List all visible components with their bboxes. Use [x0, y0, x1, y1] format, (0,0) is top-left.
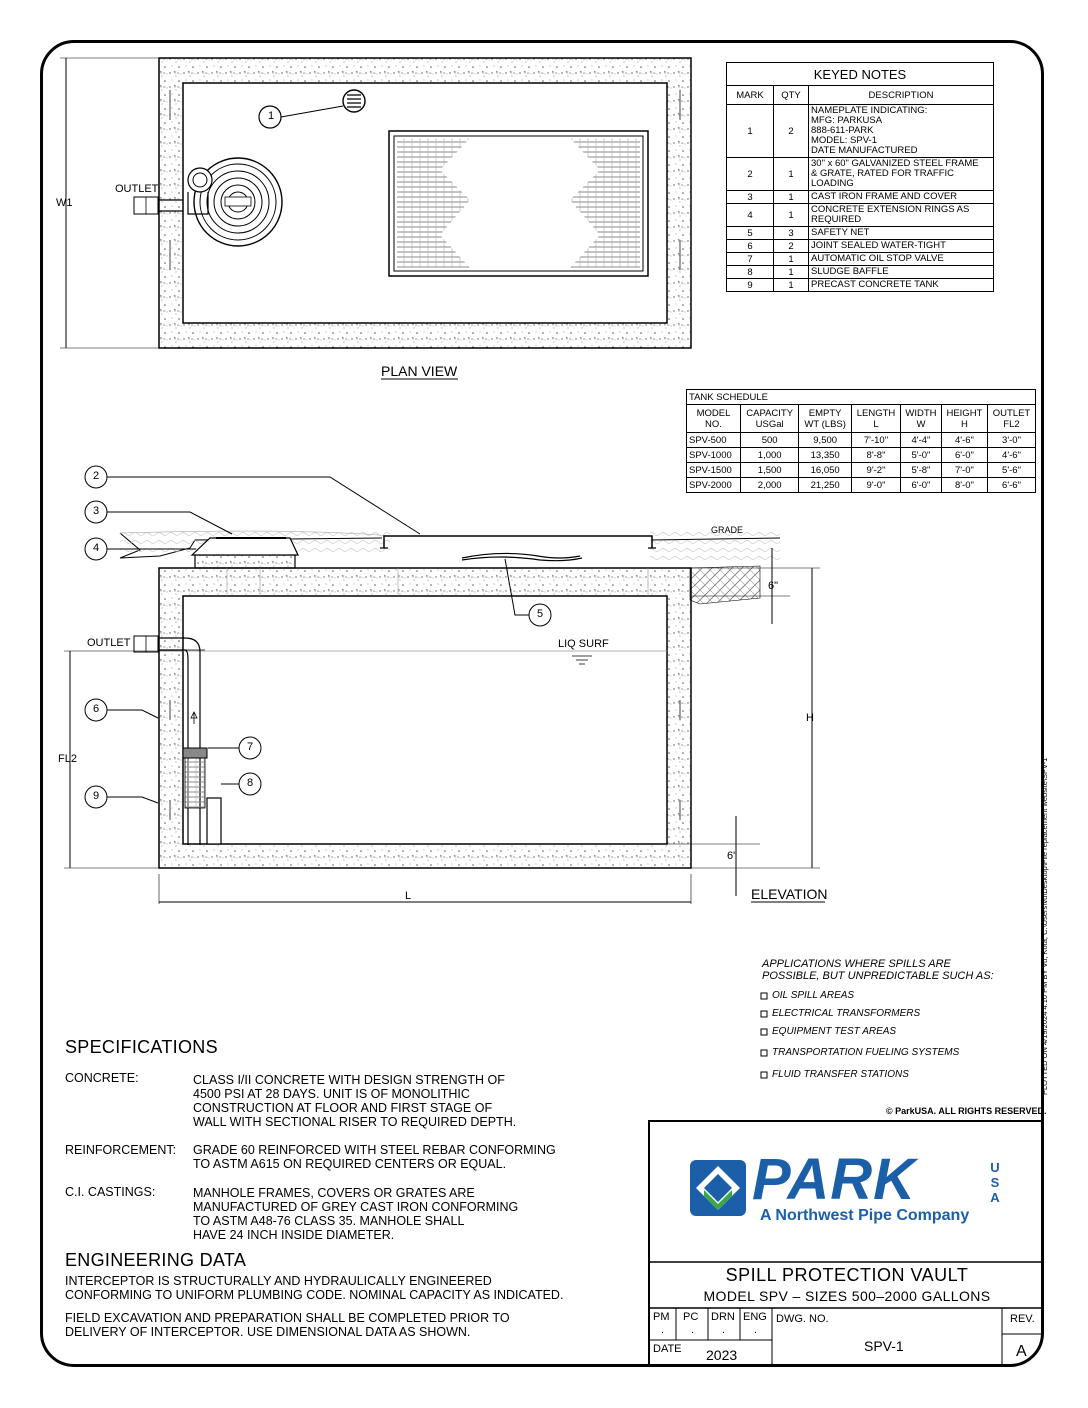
callout-7-label: 7	[246, 741, 254, 753]
drn-value: .	[722, 1324, 726, 1336]
col-height: HEIGHT H	[941, 405, 987, 433]
qty: 1	[774, 204, 809, 227]
cell: 16,050	[799, 463, 852, 478]
pm-label: PM	[653, 1311, 670, 1323]
drawing-title: SPILL PROTECTION VAULT	[725, 1265, 969, 1285]
spec-text-castings: MANHOLE FRAMES, COVERS OR GRATES ARE MANUFACTURED OF GREY CAST IRON CONFORMING TO ASTM A48-76 CLASS 35. MANHOLE SHALL HAVE 24 INCH INSIDE DIAMETER.	[193, 1186, 519, 1242]
steel-grate-frame	[384, 536, 652, 548]
qty: 1	[774, 191, 809, 204]
date-value: 2023	[706, 1347, 738, 1363]
application-item: OIL SPILL AREAS	[772, 990, 855, 1001]
cell: 3'-0"	[987, 433, 1035, 448]
logo-usa: USA	[990, 1160, 1000, 1205]
cell: 7'-0"	[941, 463, 987, 478]
dim-l-label: L	[405, 890, 412, 902]
plot-stamp: PLOTTED ON 4/19/2024 4:10 PM BY Vu, Kota, C:\Users\vu\Desktop\File replacement website\SPV-1	[1040, 757, 1049, 1095]
table-row	[687, 448, 1036, 463]
cell: 2,000	[740, 478, 798, 493]
table-row	[727, 266, 994, 279]
table-row	[727, 227, 994, 240]
col-capacity: CAPACITY USGal	[740, 405, 798, 433]
rev-value: A	[1016, 1343, 1027, 1360]
mark: 6	[727, 240, 774, 253]
table-row	[687, 463, 1036, 478]
tank-schedule-title: TANK SCHEDULE	[687, 390, 1036, 405]
spec-text-reinforcement: GRADE 60 REINFORCED WITH STEEL REBAR CONFORMING TO ASTM A615 ON REQUIRED CENTERS OR EQUAL.	[193, 1143, 556, 1171]
oil-stop-valve	[183, 748, 207, 758]
mark: 4	[727, 204, 774, 227]
cell: 8'-8"	[851, 448, 900, 463]
plan-view-title: PLAN VIEW	[381, 363, 458, 379]
table-row	[687, 478, 1036, 493]
description: CONCRETE EXTENSION RINGS AS REQUIRED	[809, 204, 994, 227]
callout-2-label: 2	[92, 470, 100, 482]
application-item: TRANSPORTATION FUELING SYSTEMS	[772, 1047, 960, 1058]
qty: 1	[774, 253, 809, 266]
cell: 5'-6"	[987, 463, 1035, 478]
description: 30" x 60" GALVANIZED STEEL FRAME & GRATE, RATED FOR TRAFFIC LOADING	[809, 158, 994, 191]
table-row	[727, 240, 994, 253]
drn-label: DRN	[711, 1311, 735, 1323]
engineering-paragraph-1: INTERCEPTOR IS STRUCTURALLY AND HYDRAULICALLY ENGINEERED CONFORMING TO UNIFORM PLUMBING CODE. NOMINAL CAPACITY AS INDICATED.	[65, 1274, 564, 1302]
col-description: DESCRIPTION	[809, 86, 994, 105]
col-length: LENGTH L	[851, 405, 900, 433]
qty: 1	[774, 266, 809, 279]
spec-label-castings: C.I. CASTINGS:	[65, 1185, 156, 1199]
col-mark: MARK	[727, 86, 774, 105]
extension-ring	[195, 555, 295, 568]
description: NAMEPLATE INDICATING: MFG: PARKUSA 888-611-PARK MODEL: SPV-1 DATE MANUFACTURED	[809, 105, 994, 158]
cast-iron-frame	[192, 538, 298, 555]
plan-outlet-label: OUTLET	[115, 183, 159, 195]
cell: 5'-8"	[901, 463, 942, 478]
spec-label-concrete: CONCRETE:	[65, 1071, 139, 1085]
table-row	[727, 253, 994, 266]
keyed-notes-title: KEYED NOTES	[727, 63, 994, 86]
application-item: FLUID TRANSFER STATIONS	[772, 1069, 909, 1080]
description: PRECAST CONCRETE TANK	[809, 279, 994, 292]
qty: 2	[774, 240, 809, 253]
callout-3-label: 3	[92, 505, 100, 517]
cell: 1,500	[740, 463, 798, 478]
callout-9-label: 9	[92, 790, 100, 802]
dim-h-label: H	[806, 712, 814, 724]
cell: 6'-0"	[941, 448, 987, 463]
liq-surf-label: LIQ SURF	[558, 638, 609, 650]
qty: 1	[774, 158, 809, 191]
col-empty-wt: EMPTY WT (LBS)	[799, 405, 852, 433]
eng-value: .	[754, 1324, 758, 1336]
mark: 2	[727, 158, 774, 191]
cell: SPV-1500	[687, 463, 741, 478]
cell: 500	[740, 433, 798, 448]
description: SAFETY NET	[809, 227, 994, 240]
cell: 4'-6"	[941, 433, 987, 448]
table-row	[727, 158, 994, 191]
callout-4-label: 4	[92, 542, 100, 554]
cell: 9'-0"	[851, 478, 900, 493]
cell: 7'-10"	[851, 433, 900, 448]
copyright-notice: © ParkUSA. ALL RIGHTS RESERVED.	[886, 1106, 1047, 1116]
callout-8-label: 8	[246, 777, 254, 789]
table-row	[687, 433, 1036, 448]
description: CAST IRON FRAME AND COVER	[809, 191, 994, 204]
mark: 3	[727, 191, 774, 204]
col-outlet: OUTLET FL2	[987, 405, 1035, 433]
cell: 8'-0"	[941, 478, 987, 493]
tank-schedule-table	[686, 389, 1036, 493]
drawing-subtitle: MODEL SPV – SIZES 500–2000 GALLONS	[703, 1288, 991, 1304]
cell: 4'-6"	[987, 448, 1035, 463]
col-model: MODEL NO.	[687, 405, 741, 433]
cell: SPV-1000	[687, 448, 741, 463]
cell: SPV-2000	[687, 478, 741, 493]
table-row	[727, 279, 994, 292]
mark: 7	[727, 253, 774, 266]
dwg-no-value: SPV-1	[864, 1338, 904, 1354]
logo-tagline: A Northwest Pipe Company	[760, 1207, 970, 1224]
mark: 5	[727, 227, 774, 240]
description: SLUDGE BAFFLE	[809, 266, 994, 279]
plan-nameplate	[343, 90, 365, 112]
qty: 2	[774, 105, 809, 158]
cell: 9'-2"	[851, 463, 900, 478]
application-bullets	[761, 993, 767, 1078]
elevation-tank-interior	[183, 596, 667, 844]
mark: 8	[727, 266, 774, 279]
dwg-no-label: DWG. NO.	[776, 1313, 829, 1325]
cell: 4'-4"	[901, 433, 942, 448]
col-qty: QTY	[774, 86, 809, 105]
pc-value: .	[691, 1324, 695, 1336]
engineering-heading: ENGINEERING DATA	[65, 1250, 247, 1270]
table-row	[727, 105, 994, 158]
dim-fl2-label: FL2	[58, 753, 77, 765]
safety-net	[462, 553, 582, 560]
logo-wordmark: PARK	[752, 1147, 917, 1212]
callout-1-label: 1	[267, 110, 275, 122]
qty: 3	[774, 227, 809, 240]
table-row	[727, 191, 994, 204]
description: JOINT SEALED WATER-TIGHT	[809, 240, 994, 253]
mark: 9	[727, 279, 774, 292]
cell: SPV-500	[687, 433, 741, 448]
cell: 5'-0"	[901, 448, 942, 463]
applications-heading: APPLICATIONS WHERE SPILLS ARE POSSIBLE, BUT UNPREDICTABLE SUCH AS:	[762, 958, 994, 982]
dim-6-bottom: 6"	[727, 850, 738, 862]
grade-label: GRADE	[711, 525, 744, 535]
pc-label: PC	[683, 1311, 699, 1323]
engineering-paragraph-2: FIELD EXCAVATION AND PREPARATION SHALL BE COMPLETED PRIOR TO DELIVERY OF INTERCEPTOR. USE DIMENSIONAL DATA AS SHOWN.	[65, 1311, 510, 1339]
application-item: EQUIPMENT TEST AREAS	[772, 1026, 897, 1037]
table-row	[727, 204, 994, 227]
eng-label: ENG	[743, 1311, 767, 1323]
sludge-baffle	[207, 798, 221, 844]
callout-5-label: 5	[536, 608, 544, 620]
date-label: DATE	[653, 1343, 682, 1355]
cell: 9,500	[799, 433, 852, 448]
spec-text-concrete: CLASS I/II CONCRETE WITH DESIGN STRENGTH OF 4500 PSI AT 28 DAYS. UNIT IS OF MONOLITHIC CONSTRUCTION AT FLOOR AND FIRST STAGE OF WALL WITH SECTIONAL RISER TO REQUIRED DEPTH.	[193, 1073, 517, 1129]
cell: 1,000	[740, 448, 798, 463]
spec-label-reinforcement: REINFORCEMENT:	[65, 1143, 177, 1157]
cell: 6'-0"	[901, 478, 942, 493]
elevation-outlet-label: OUTLET	[87, 637, 131, 649]
dim-6-top: 6"	[768, 580, 779, 592]
plan-w1-label: W1	[56, 197, 73, 209]
cell: 6'-6"	[987, 478, 1035, 493]
cell: 13,350	[799, 448, 852, 463]
rev-label: REV.	[1010, 1313, 1035, 1325]
application-item: ELECTRICAL TRANSFORMERS	[772, 1008, 921, 1019]
cell: 21,250	[799, 478, 852, 493]
elevation-title: ELEVATION	[751, 886, 828, 902]
specifications-heading: SPECIFICATIONS	[65, 1037, 218, 1057]
description: AUTOMATIC OIL STOP VALVE	[809, 253, 994, 266]
mark: 1	[727, 105, 774, 158]
keyed-notes-table	[726, 62, 994, 292]
plan-view	[60, 58, 691, 379]
col-width: WIDTH W	[901, 405, 942, 433]
callout-6-label: 6	[92, 703, 100, 715]
qty: 1	[774, 279, 809, 292]
pm-value: .	[661, 1324, 665, 1336]
